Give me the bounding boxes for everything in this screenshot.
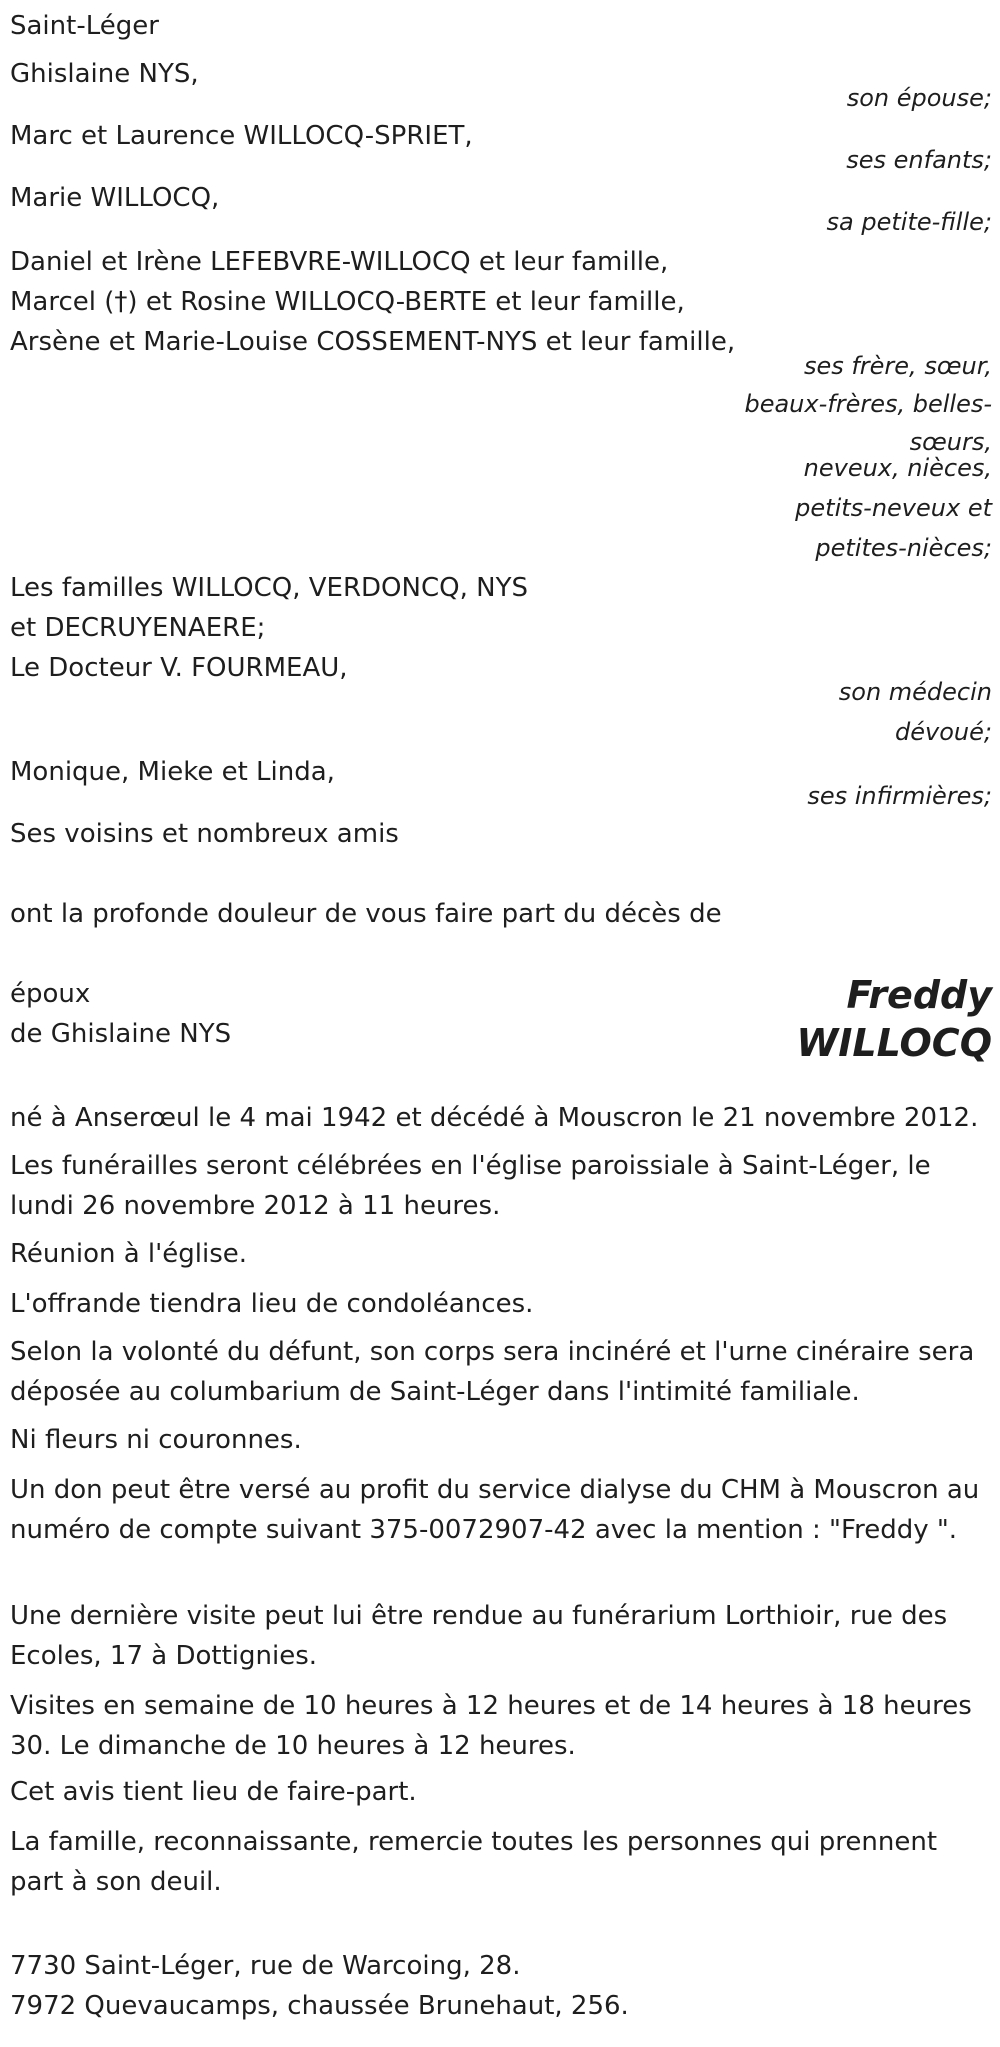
paragraph-visit: Une dernière visite peut lui être rendue au funérarium Lorthioir, rue des Ecoles, 17 à Dottignies. (10, 1601, 948, 1671)
siblings-relation-2: beaux-frères, belles- (744, 390, 992, 418)
families-line-1: Les familles WILLOCQ, VERDONCQ, NYS (10, 573, 528, 603)
paragraph-thanks: La famille, reconnaissante, remercie toutes les personnes qui prennent part à son deuil. (10, 1827, 938, 1897)
paragraph-meeting: Réunion à l'église. (10, 1239, 248, 1269)
paragraph-birth-death: né à Anserœul le 4 mai 1942 et décédé à Mouscron le 21 novembre 2012. (10, 1103, 979, 1133)
family-granddaughter-relation: sa petite-fille; (826, 208, 992, 236)
nurses-relation: ses infirmières; (807, 782, 992, 810)
siblings-line-3: Arsène et Marie-Louise COSSEMENT-NYS et leur famille, (10, 327, 736, 357)
siblings-line-2: Marcel (†) et Rosine WILLOCQ-BERTE et leur famille, (10, 287, 685, 317)
doctor-relation-1: son médecin (838, 678, 992, 706)
address-quevaucamps: 7972 Quevaucamps, chaussée Brunehaut, 256. (10, 1991, 629, 2021)
paragraph-notice: Cet avis tient lieu de faire-part. (10, 1777, 417, 1807)
paragraph-cremation: Selon la volonté du défunt, son corps sera incinéré et l'urne cinéraire sera déposée au columbarium de Saint-Léger dans l'intimité familiale. (10, 1337, 975, 1407)
siblings-relation-4: neveux, nièces, (803, 454, 992, 482)
siblings-relation-1: ses frère, sœur, (803, 352, 992, 380)
family-spouse-relation: son épouse; (846, 84, 992, 112)
paragraph-visit-hours: Visites en semaine de 10 heures à 12 heures et de 14 heures à 18 heures 30. Le dimanche de 10 heures à 12 heures. (10, 1691, 972, 1761)
siblings-relation-6: petites-nièces; (815, 534, 992, 562)
doctor-relation-2: dévoué; (895, 718, 992, 746)
announcement-line: ont la profonde douleur de vous faire part du décès de (10, 899, 722, 929)
paragraph-funeral: Les funérailles seront célébrées en l'église paroissiale à Saint-Léger, le lundi 26 novembre 2012 à 11 heures. (10, 1151, 931, 1221)
families-line-2: et DECRUYENAERE; (10, 613, 266, 643)
siblings-relation-5: petits-neveux et (795, 494, 992, 522)
spouse-line-2: de Ghislaine NYS (10, 1019, 232, 1049)
family-spouse-name: Ghislaine NYS, (10, 59, 199, 89)
paragraph-offering: L'offrande tiendra lieu de condoléances. (10, 1289, 534, 1319)
address-saint-leger: 7730 Saint-Léger, rue de Warcoing, 28. (10, 1951, 521, 1981)
nurses-names: Monique, Mieke et Linda, (10, 757, 335, 787)
family-children-relation: ses enfants; (846, 146, 992, 174)
siblings-relation-3: sœurs, (909, 428, 992, 456)
place-heading: Saint-Léger (10, 11, 159, 41)
family-granddaughter-name: Marie WILLOCQ, (10, 183, 220, 213)
family-children-names: Marc et Laurence WILLOCQ-SPRIET, (10, 121, 473, 151)
spouse-line-1: époux (10, 979, 91, 1009)
paragraph-donation: Un don peut être versé au profit du service dialyse du CHM à Mouscron au numéro de compte suivant 375-0072907-42 avec la mention : "Freddy ". (10, 1475, 980, 1545)
paragraph-no-flowers: Ni fleurs ni couronnes. (10, 1425, 302, 1455)
doctor-name: Le Docteur V. FOURMEAU, (10, 653, 348, 683)
siblings-line-1: Daniel et Irène LEFEBVRE-WILLOCQ et leur famille, (10, 247, 669, 277)
friends-line: Ses voisins et nombreux amis (10, 819, 399, 849)
deceased-first-name: Freddy (846, 973, 992, 1017)
deceased-last-name: WILLOCQ (796, 1021, 992, 1065)
